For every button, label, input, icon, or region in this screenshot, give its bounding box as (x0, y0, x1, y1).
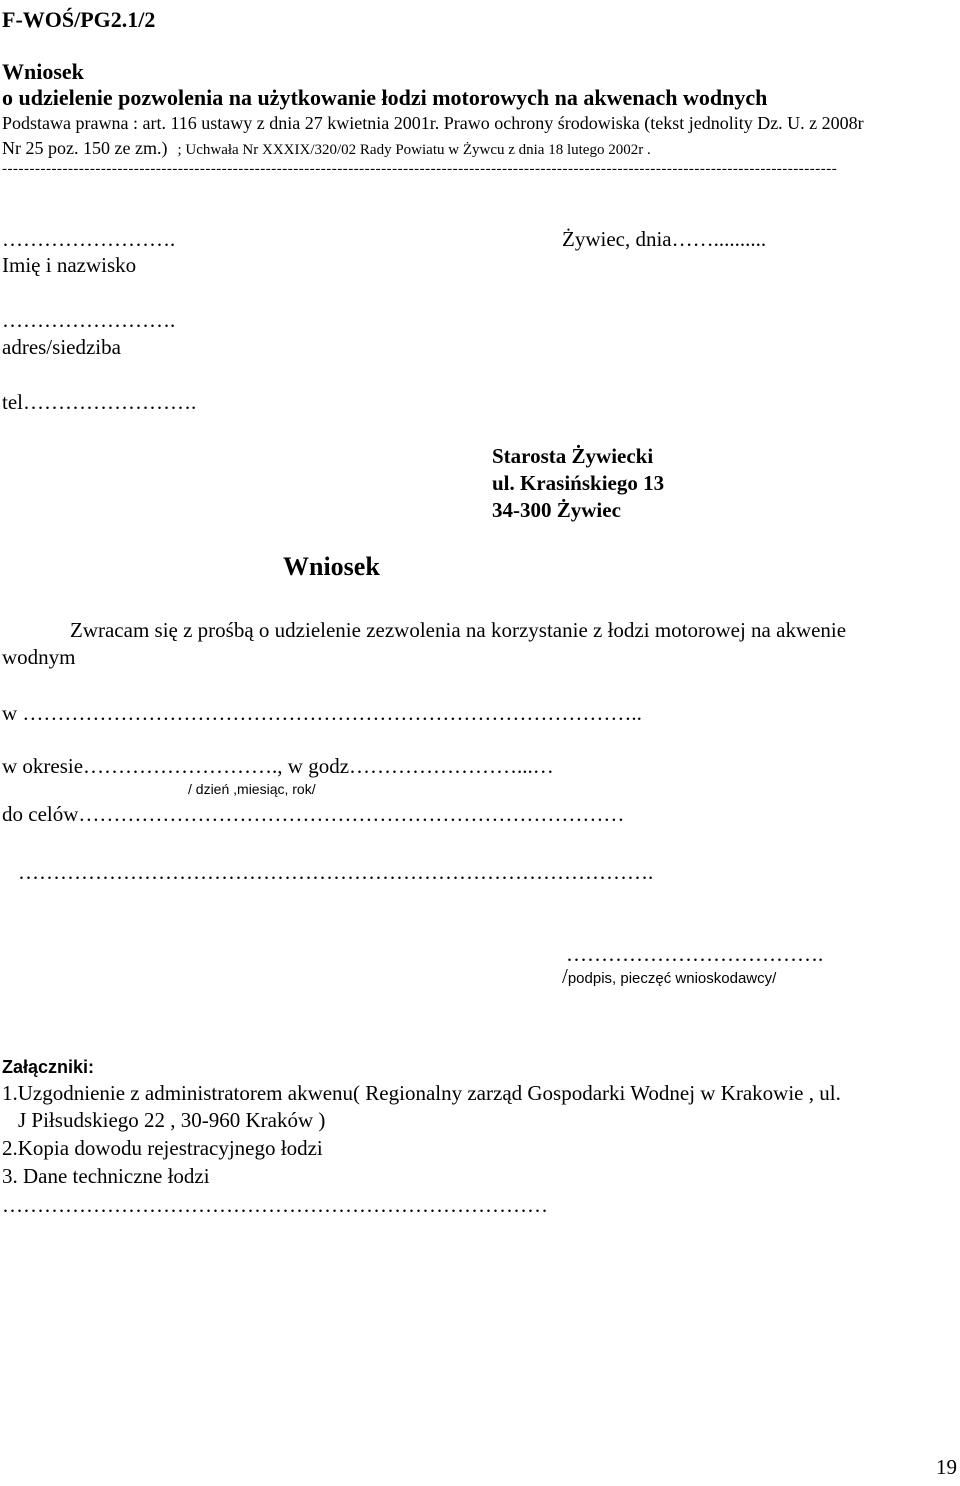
phone-field: tel……………………. (2, 390, 197, 414)
attachment-item-1: 1.Uzgodnienie z administratorem akwenu( Regionalny zarząd Gospodarki Wodnej w Krakowie , ul. (2, 1081, 841, 1105)
purpose-continuation: ………………………………………………………………………………. (18, 860, 654, 884)
legal-basis-line2 (2, 139, 651, 158)
address-label: adres/siedziba (2, 335, 121, 359)
form-code: F-WOŚ/PG2.1/2 (2, 7, 156, 32)
signature-field: ………………………………. (566, 942, 824, 966)
attachment-item-3: 3. Dane techniczne łodzi (2, 1164, 210, 1188)
period-hint: / dzień ,miesiąc, rok/ (188, 781, 316, 797)
signature-label-text: podpis, pieczęć wnioskodawcy/ (567, 970, 777, 987)
period-field: w okresie………………………., w godz……………………...… (2, 754, 554, 778)
location-field: w …………………………………………………………………………….. (2, 701, 642, 725)
legal-basis-line2a: Nr 25 poz. 150 ze zm.) (2, 138, 168, 158)
address-field: ……………………. (2, 308, 176, 332)
attachment-item-1-cont: J Piłsudskiego 22 , 30-960 Kraków ) (18, 1108, 326, 1132)
form-subtitle: o udzielenie pozwolenia na użytkowanie łodzi motorowych na akwenach wodnych (2, 85, 768, 110)
attachment-item-3-dots: …………………………………………………………………… (2, 1193, 548, 1217)
recipient-name: Starosta Żywiecki (492, 444, 654, 468)
request-text-line1: Zwracam się z prośbą o udzielenie zezwolenia na korzystanie z łodzi motorowej na akwenie (70, 618, 847, 642)
place-date: Żywiec, dnia…….......... (562, 227, 767, 251)
name-field: ……………………. (2, 227, 176, 251)
recipient-city: 34-300 Żywiec (492, 498, 621, 522)
legal-basis-line2b: ; Uchwała Nr XXXIX/320/02 Rady Powiatu w Żywcu z dnia 18 lutego 2002r . (177, 142, 651, 158)
attachments-heading: Załączniki: (2, 1057, 95, 1077)
separator-line: -------------------------------------------------------------------------------------------------------------------------------------------------------- (2, 162, 838, 177)
signature-slash: / (562, 964, 568, 988)
attachment-item-2: 2.Kopia dowodu rejestracyjnego łodzi (2, 1136, 323, 1160)
page-number: 19 (936, 1455, 957, 1479)
recipient-street: ul. Krasińskiego 13 (492, 471, 665, 495)
purpose-field: do celów…………………………………………………………………… (2, 802, 625, 826)
name-label: Imię i nazwisko (2, 253, 137, 277)
legal-basis-line1: Podstawa prawna : art. 116 ustawy z dnia 27 kwietnia 2001r. Prawo ochrony środowiska (tekst jednolity Dz. U. z 2008r (2, 113, 864, 133)
signature-label (562, 966, 776, 987)
request-title: Wniosek (283, 552, 380, 581)
request-text-line2: wodnym (2, 645, 76, 669)
form-title: Wniosek (2, 59, 84, 84)
